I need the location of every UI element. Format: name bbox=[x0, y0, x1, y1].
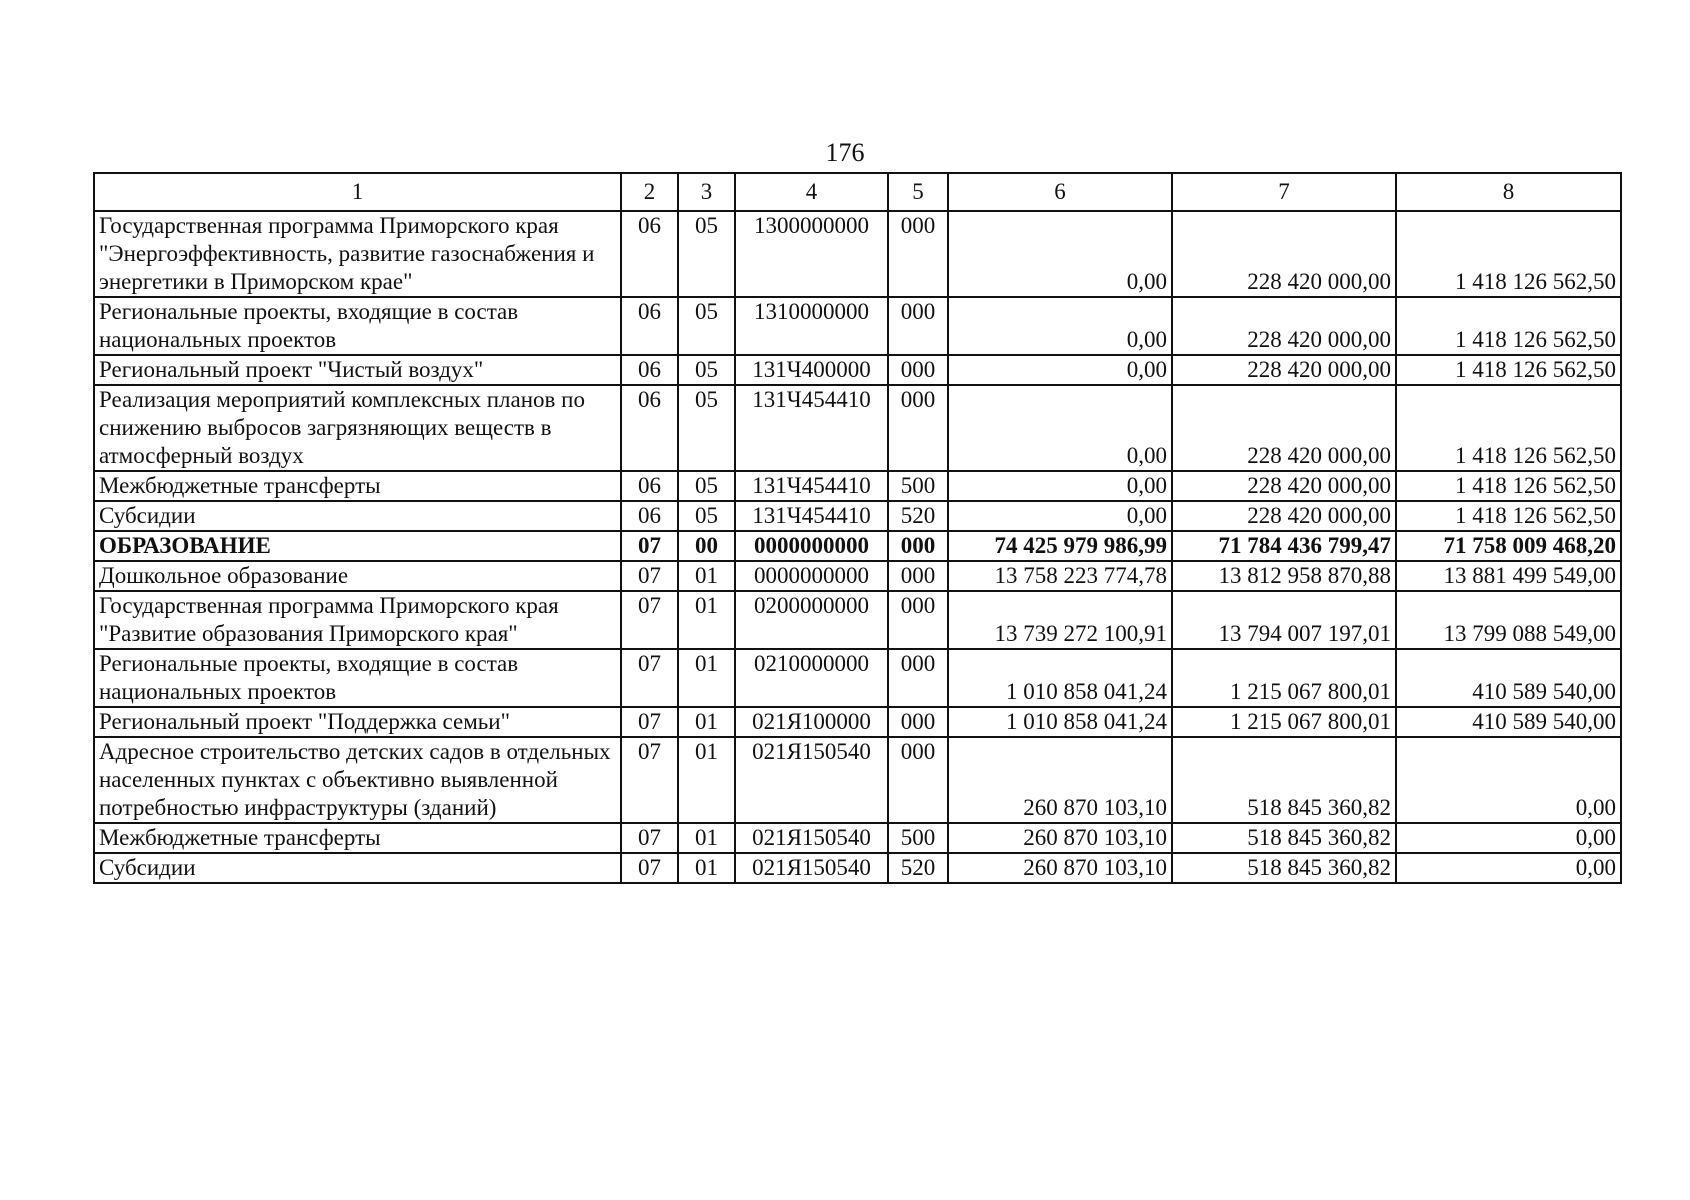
table-row bbox=[94, 707, 1621, 737]
amount-col7-cell: 518 845 360,82 bbox=[1172, 823, 1396, 853]
section-code-cell: 07 bbox=[621, 737, 678, 823]
amount-col7-cell: 228 420 000,00 bbox=[1172, 501, 1396, 531]
table-row bbox=[94, 561, 1621, 591]
section-code-cell: 07 bbox=[621, 649, 678, 707]
header-cell: 7 bbox=[1172, 173, 1396, 211]
target-code-cell: 0210000000 bbox=[735, 649, 888, 707]
table-row bbox=[94, 531, 1621, 561]
table-row bbox=[94, 591, 1621, 649]
table-row bbox=[94, 211, 1621, 297]
amount-col8-cell: 13 881 499 549,00 bbox=[1396, 561, 1621, 591]
amount-col7-cell: 13 812 958 870,88 bbox=[1172, 561, 1396, 591]
item-name-cell: Субсидии bbox=[94, 501, 621, 531]
subsection-code-cell: 01 bbox=[678, 707, 735, 737]
table-row bbox=[94, 385, 1621, 471]
table-row bbox=[94, 355, 1621, 385]
header-cell: 6 bbox=[948, 173, 1172, 211]
table-row bbox=[94, 501, 1621, 531]
section-code-cell: 07 bbox=[621, 561, 678, 591]
item-name-cell: Региональные проекты, входящие в состав национальных проектов bbox=[94, 649, 621, 707]
target-code-cell: 0000000000 bbox=[735, 531, 888, 561]
item-name-cell: Межбюджетные трансферты bbox=[94, 823, 621, 853]
amount-col8-cell: 1 418 126 562,50 bbox=[1396, 297, 1621, 355]
item-name-cell: Государственная программа Приморского края "Развитие образования Приморского края" bbox=[94, 591, 621, 649]
target-code-cell: 131Ч400000 bbox=[735, 355, 888, 385]
item-name-cell: Адресное строительство детских садов в отдельных населенных пунктах с объективно выявленной потребностью инфраструктуры (зданий) bbox=[94, 737, 621, 823]
header-cell: 3 bbox=[678, 173, 735, 211]
target-code-cell: 021Я150540 bbox=[735, 823, 888, 853]
amount-col8-cell: 71 758 009 468,20 bbox=[1396, 531, 1621, 561]
header-cell: 5 bbox=[888, 173, 948, 211]
target-code-cell: 131Ч454410 bbox=[735, 501, 888, 531]
subsection-code-cell: 05 bbox=[678, 501, 735, 531]
amount-col7-cell: 518 845 360,82 bbox=[1172, 737, 1396, 823]
amount-col8-cell: 1 418 126 562,50 bbox=[1396, 385, 1621, 471]
expense-type-cell: 000 bbox=[888, 385, 948, 471]
target-code-cell: 1310000000 bbox=[735, 297, 888, 355]
section-code-cell: 06 bbox=[621, 297, 678, 355]
subsection-code-cell: 00 bbox=[678, 531, 735, 561]
table-row bbox=[94, 649, 1621, 707]
amount-col6-cell: 1 010 858 041,24 bbox=[948, 649, 1172, 707]
expense-type-cell: 500 bbox=[888, 471, 948, 501]
target-code-cell: 1300000000 bbox=[735, 211, 888, 297]
page-number: 176 bbox=[825, 138, 865, 167]
subsection-code-cell: 01 bbox=[678, 591, 735, 649]
expense-type-cell: 000 bbox=[888, 211, 948, 297]
section-code-cell: 06 bbox=[621, 471, 678, 501]
expense-type-cell: 520 bbox=[888, 501, 948, 531]
amount-col7-cell: 1 215 067 800,01 bbox=[1172, 649, 1396, 707]
header-cell: 4 bbox=[735, 173, 888, 211]
subsection-code-cell: 01 bbox=[678, 649, 735, 707]
section-code-cell: 07 bbox=[621, 591, 678, 649]
table-row bbox=[94, 853, 1621, 883]
header-cell: 8 bbox=[1396, 173, 1621, 211]
item-name-cell: Региональный проект "Поддержка семьи" bbox=[94, 707, 621, 737]
amount-col8-cell: 0,00 bbox=[1396, 853, 1621, 883]
subsection-code-cell: 01 bbox=[678, 823, 735, 853]
expense-type-cell: 000 bbox=[888, 649, 948, 707]
item-name-cell: Дошкольное образование bbox=[94, 561, 621, 591]
amount-col8-cell: 410 589 540,00 bbox=[1396, 649, 1621, 707]
amount-col7-cell: 1 215 067 800,01 bbox=[1172, 707, 1396, 737]
budget-table bbox=[93, 172, 1622, 884]
table-row bbox=[94, 737, 1621, 823]
amount-col6-cell: 0,00 bbox=[948, 501, 1172, 531]
expense-type-cell: 000 bbox=[888, 355, 948, 385]
item-name-cell: Региональный проект "Чистый воздух" bbox=[94, 355, 621, 385]
expense-type-cell: 000 bbox=[888, 591, 948, 649]
amount-col6-cell: 1 010 858 041,24 bbox=[948, 707, 1172, 737]
expense-type-cell: 000 bbox=[888, 531, 948, 561]
amount-col8-cell: 1 418 126 562,50 bbox=[1396, 471, 1621, 501]
expense-type-cell: 520 bbox=[888, 853, 948, 883]
amount-col8-cell: 13 799 088 549,00 bbox=[1396, 591, 1621, 649]
section-code-cell: 07 bbox=[621, 531, 678, 561]
amount-col6-cell: 13 758 223 774,78 bbox=[948, 561, 1172, 591]
amount-col8-cell: 1 418 126 562,50 bbox=[1396, 501, 1621, 531]
subsection-code-cell: 05 bbox=[678, 471, 735, 501]
header-cell: 1 bbox=[94, 173, 621, 211]
subsection-code-cell: 05 bbox=[678, 211, 735, 297]
amount-col7-cell: 228 420 000,00 bbox=[1172, 385, 1396, 471]
amount-col7-cell: 71 784 436 799,47 bbox=[1172, 531, 1396, 561]
section-code-cell: 07 bbox=[621, 823, 678, 853]
subsection-code-cell: 01 bbox=[678, 853, 735, 883]
subsection-code-cell: 01 bbox=[678, 737, 735, 823]
header-cell: 2 bbox=[621, 173, 678, 211]
table-row bbox=[94, 823, 1621, 853]
target-code-cell: 131Ч454410 bbox=[735, 385, 888, 471]
section-code-cell: 06 bbox=[621, 355, 678, 385]
amount-col6-cell: 260 870 103,10 bbox=[948, 823, 1172, 853]
subsection-code-cell: 05 bbox=[678, 355, 735, 385]
item-name-cell: ОБРАЗОВАНИЕ bbox=[94, 531, 621, 561]
amount-col6-cell: 0,00 bbox=[948, 471, 1172, 501]
target-code-cell: 0000000000 bbox=[735, 561, 888, 591]
amount-col7-cell: 13 794 007 197,01 bbox=[1172, 591, 1396, 649]
expense-type-cell: 000 bbox=[888, 561, 948, 591]
subsection-code-cell: 05 bbox=[678, 297, 735, 355]
amount-col6-cell: 0,00 bbox=[948, 385, 1172, 471]
amount-col7-cell: 228 420 000,00 bbox=[1172, 297, 1396, 355]
table-row bbox=[94, 471, 1621, 501]
amount-col7-cell: 518 845 360,82 bbox=[1172, 853, 1396, 883]
amount-col6-cell: 13 739 272 100,91 bbox=[948, 591, 1172, 649]
item-name-cell: Межбюджетные трансферты bbox=[94, 471, 621, 501]
amount-col6-cell: 0,00 bbox=[948, 211, 1172, 297]
target-code-cell: 021Я150540 bbox=[735, 737, 888, 823]
item-name-cell: Субсидии bbox=[94, 853, 621, 883]
expense-type-cell: 000 bbox=[888, 297, 948, 355]
amount-col8-cell: 410 589 540,00 bbox=[1396, 707, 1621, 737]
subsection-code-cell: 01 bbox=[678, 561, 735, 591]
section-code-cell: 06 bbox=[621, 211, 678, 297]
amount-col7-cell: 228 420 000,00 bbox=[1172, 471, 1396, 501]
section-code-cell: 07 bbox=[621, 853, 678, 883]
amount-col6-cell: 260 870 103,10 bbox=[948, 737, 1172, 823]
table-body bbox=[94, 211, 1621, 883]
section-code-cell: 07 bbox=[621, 707, 678, 737]
target-code-cell: 0200000000 bbox=[735, 591, 888, 649]
amount-col7-cell: 228 420 000,00 bbox=[1172, 211, 1396, 297]
amount-col6-cell: 74 425 979 986,99 bbox=[948, 531, 1172, 561]
expense-type-cell: 000 bbox=[888, 737, 948, 823]
amount-col6-cell: 0,00 bbox=[948, 297, 1172, 355]
item-name-cell: Государственная программа Приморского края "Энергоэффективность, развитие газоснабжения и энергетики в Приморском крае" bbox=[94, 211, 621, 297]
item-name-cell: Реализация мероприятий комплексных планов по снижению выбросов загрязняющих веществ в атмосферный воздух bbox=[94, 385, 621, 471]
target-code-cell: 131Ч454410 bbox=[735, 471, 888, 501]
amount-col8-cell: 1 418 126 562,50 bbox=[1396, 355, 1621, 385]
amount-col7-cell: 228 420 000,00 bbox=[1172, 355, 1396, 385]
header-row bbox=[94, 173, 1621, 211]
target-code-cell: 021Я100000 bbox=[735, 707, 888, 737]
section-code-cell: 06 bbox=[621, 501, 678, 531]
target-code-cell: 021Я150540 bbox=[735, 853, 888, 883]
item-name-cell: Региональные проекты, входящие в состав национальных проектов bbox=[94, 297, 621, 355]
amount-col8-cell: 0,00 bbox=[1396, 737, 1621, 823]
section-code-cell: 06 bbox=[621, 385, 678, 471]
amount-col8-cell: 1 418 126 562,50 bbox=[1396, 211, 1621, 297]
subsection-code-cell: 05 bbox=[678, 385, 735, 471]
amount-col6-cell: 0,00 bbox=[948, 355, 1172, 385]
expense-type-cell: 500 bbox=[888, 823, 948, 853]
amount-col6-cell: 260 870 103,10 bbox=[948, 853, 1172, 883]
expense-type-cell: 000 bbox=[888, 707, 948, 737]
amount-col8-cell: 0,00 bbox=[1396, 823, 1621, 853]
table-row bbox=[94, 297, 1621, 355]
